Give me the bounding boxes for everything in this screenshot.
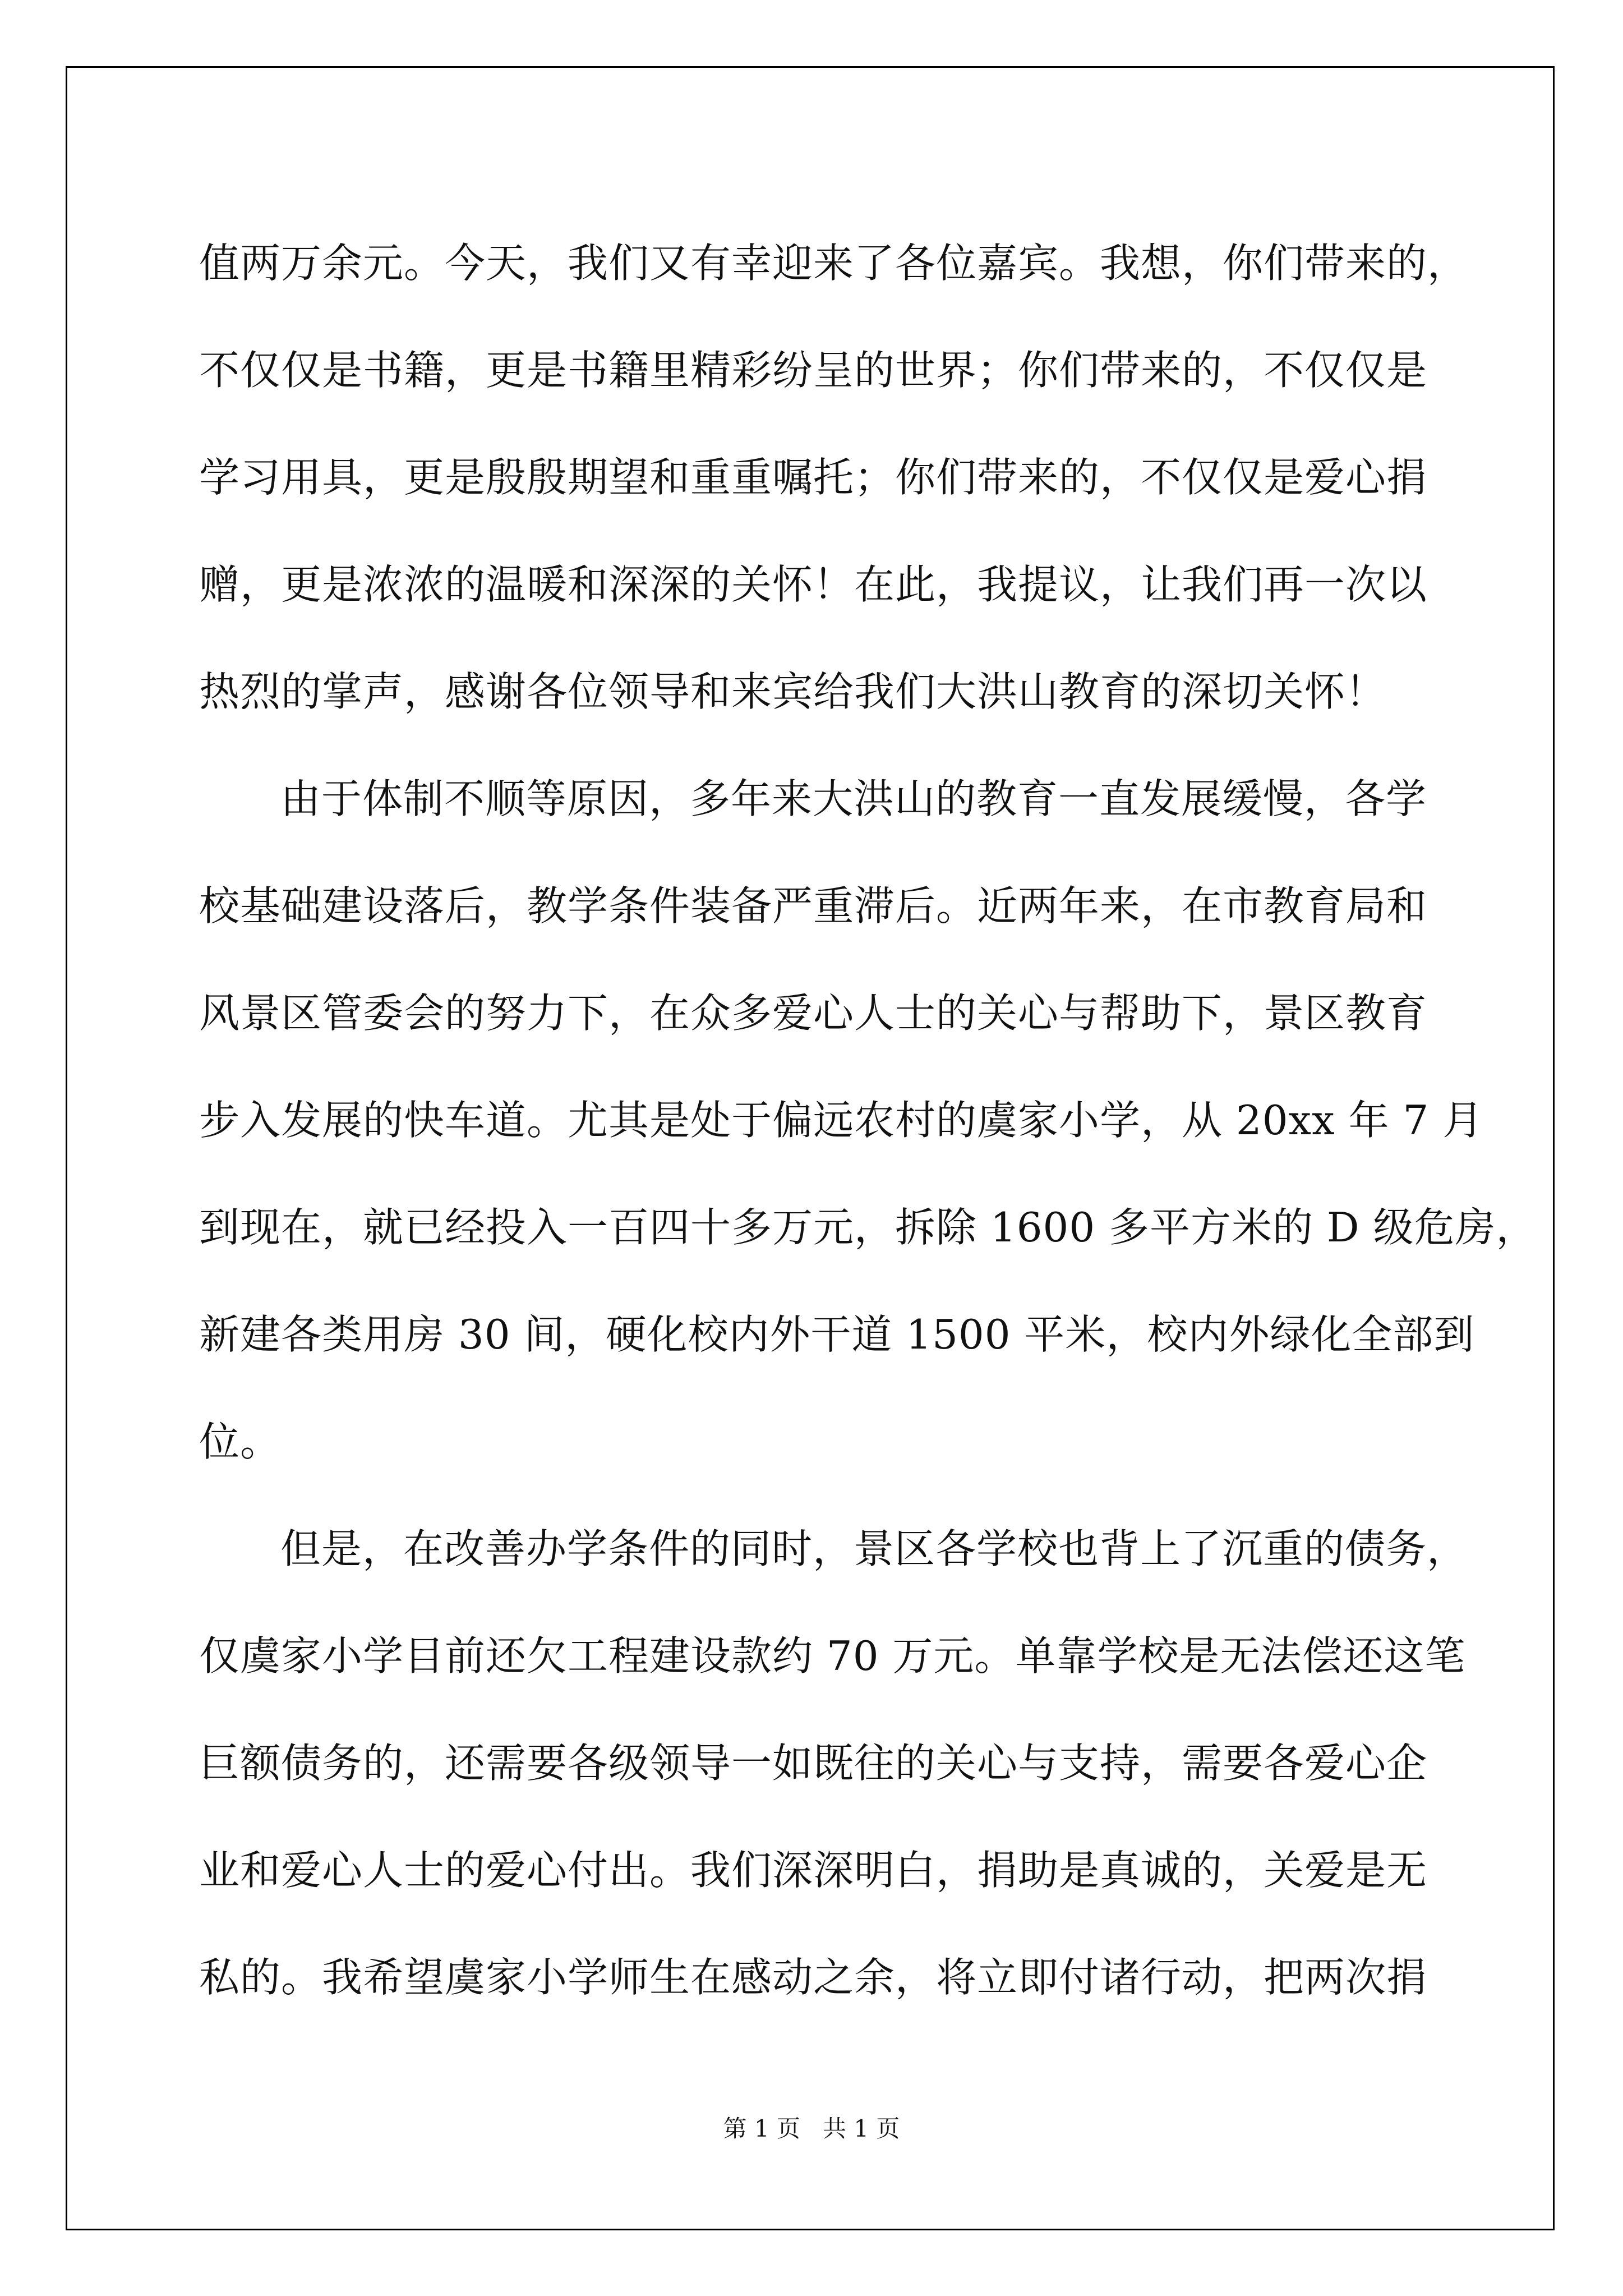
text-line: 但是，在改善办学条件的同时，景区各学校也背上了沉重的债务， — [280, 1525, 1468, 1572]
page-footer — [0, 2110, 1623, 2144]
text-line: 位。 — [199, 1418, 282, 1465]
text-line: 私的。我希望虞家小学师生在感动之余，将立即付诸行动，把两次捐 — [199, 1954, 1428, 2001]
text-line: 新建各类用房 30 间，硬化校内外干道 1500 平米，校内外绿化全部到 — [199, 1311, 1475, 1358]
page-number: 第 1 页 — [723, 2115, 800, 2142]
text-line: 不仅仅是书籍，更是书籍里精彩纷呈的世界；你们带来的，不仅仅是 — [199, 347, 1428, 394]
text-line: 风景区管委会的努力下，在众多爱心人士的关心与帮助下，景区教育 — [199, 990, 1428, 1037]
page-total: 共 1 页 — [823, 2115, 900, 2142]
document-body — [199, 210, 1537, 2031]
text-line: 巨额债务的，还需要各级领导一如既往的关心与支持，需要各爱心企 — [199, 1740, 1428, 1787]
text-line: 热烈的掌声，感谢各位领导和来宾给我们大洪山教育的深切关怀！ — [199, 668, 1387, 715]
text-line: 仅虞家小学目前还欠工程建设款约 70 万元。单靠学校是无法偿还这笔 — [199, 1632, 1466, 1680]
text-line: 步入发展的快车道。尤其是处于偏远农村的虞家小学，从 20xx 年 7 月 — [199, 1097, 1484, 1144]
text-line: 赠，更是浓浓的温暖和深深的关怀！在此，我提议，让我们再一次以 — [199, 561, 1428, 608]
text-line: 值两万余元。今天，我们又有幸迎来了各位嘉宾。我想，你们带来的， — [199, 240, 1469, 287]
text-line: 到现在，就已经投入一百四十多万元，拆除 1600 多平方米的 D 级危房， — [199, 1204, 1537, 1251]
text-line: 校基础建设落后，教学条件装备严重滞后。近两年来，在市教育局和 — [199, 882, 1428, 930]
text-line: 由于体制不顺等原因，多年来大洪山的教育一直发展缓慢，各学 — [280, 775, 1427, 822]
text-line: 业和爱心人士的爱心付出。我们深深明白，捐助是真诚的，关爱是无 — [199, 1847, 1428, 1894]
text-line: 学习用具，更是殷殷期望和重重嘱托；你们带来的，不仅仅是爱心捐 — [199, 454, 1428, 501]
